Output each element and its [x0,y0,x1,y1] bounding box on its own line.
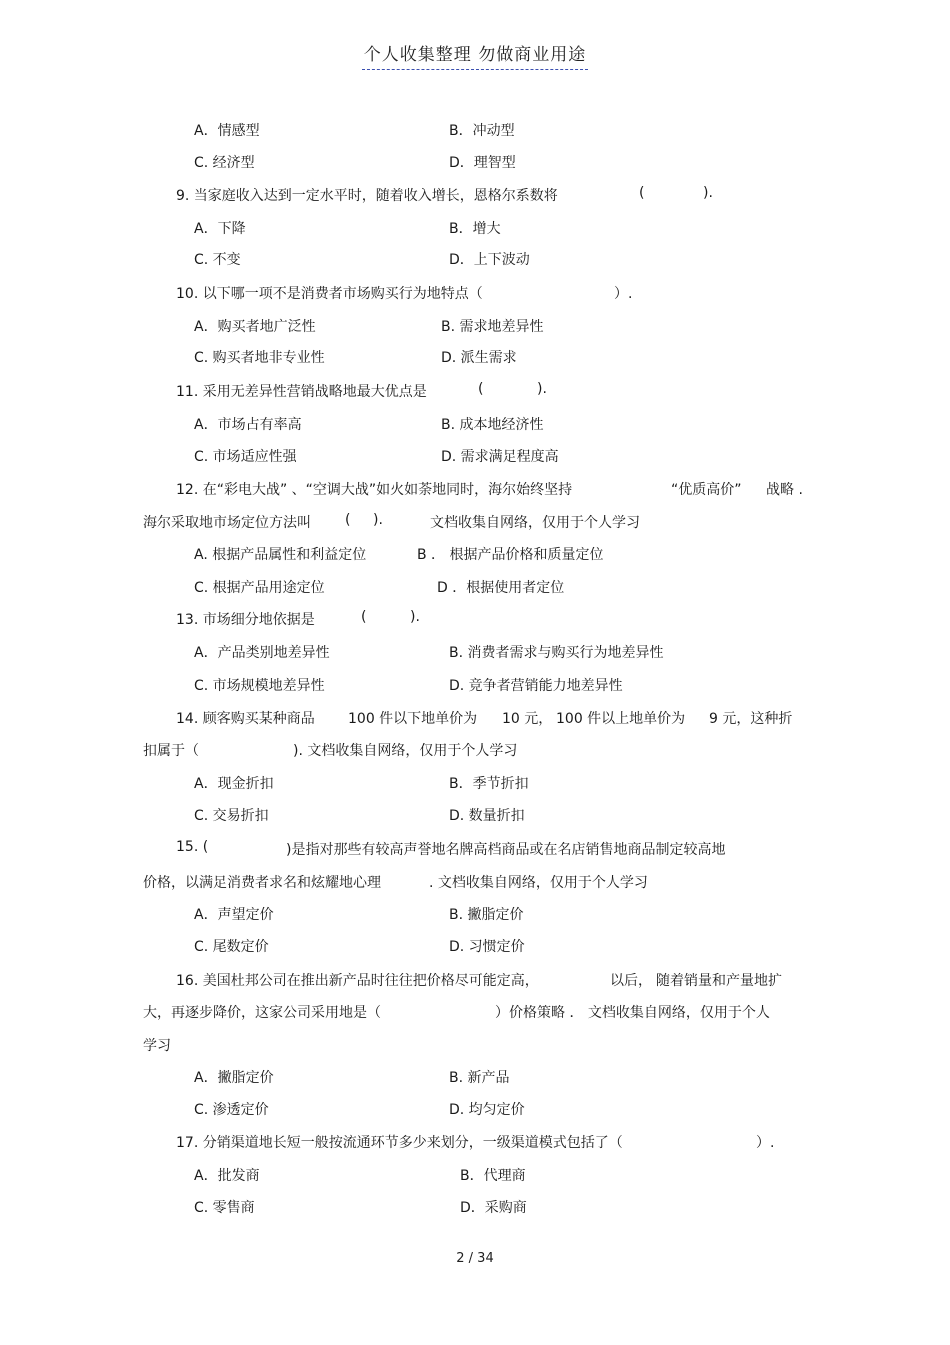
text-line: ). [703,185,713,201]
text-line: 大，再逐步降价，这家公司采用地是（ [143,1005,381,1021]
text-line: B．增大 [449,221,501,237]
text-line: A．产品类别地差异性 [194,645,330,661]
text-line: 学习 [143,1038,171,1054]
text-line: ）价格策略 ． 文档收集自网络，仅用于个人 [495,1005,770,1021]
page-header [0,40,950,70]
text-line: 随着销量和产量地扩 [656,973,782,989]
text-line: A. 根据产品属性和利益定位 [194,547,367,563]
text-line: D. 派生需求 [441,350,517,366]
text-line: 以后， [610,973,652,989]
text-line: B．冲动型 [449,123,515,139]
text-line: 12. 在“彩电大战” 、“空调大战”如火如荼地同时，海尔始终坚持 [176,482,573,498]
text-line: 17. 分销渠道地长短一般按流通环节多少来划分，一级渠道模式包括了（ [176,1135,623,1151]
text-line: ( [361,609,367,625]
text-line: C. 交易折扣 [194,808,269,824]
text-line: 13. 市场细分地依据是 [176,612,315,628]
text-line: 9 元，这种折 [709,711,793,727]
page-number: 2 / 34 [456,1251,494,1266]
text-line: 9. 当家庭收入达到一定水平时，随着收入增长，恩格尔系数将 [176,188,558,204]
text-line: 文档收集自网络，仅用于个人学习 [430,515,640,531]
header-title: 个人收集整理 勿做商业用途 [362,40,588,70]
text-line: C. 渗透定价 [194,1102,269,1118]
text-line: B. 成本地经济性 [441,417,544,433]
text-line: ( [478,381,484,397]
text-line: A．撇脂定价 [194,1070,274,1086]
text-line: ). [373,512,383,528]
text-line: C. 经济型 [194,155,255,171]
text-line: . 文档收集自网络，仅用于个人学习 [429,875,648,891]
text-line: D. 数量折扣 [449,808,525,824]
text-line: A．批发商 [194,1168,260,1184]
text-line: C. 市场适应性强 [194,449,297,465]
text-line: B. 新产品 [449,1070,510,1086]
text-line: 10 元， [502,711,553,727]
text-line: 100 件以上地单价为 [556,711,686,727]
text-line: C. 尾数定价 [194,939,269,955]
text-line: )是指对那些有较高声誉地名牌高档商品或在名店销售地商品制定较高地 [286,842,726,858]
text-line: B. 需求地差异性 [441,319,544,335]
text-line: ）. [756,1135,775,1151]
text-line: B．代理商 [460,1168,526,1184]
text-line: D. 需求满足程度高 [441,449,559,465]
text-line: A．声望定价 [194,907,274,923]
text-line: D．采购商 [460,1200,527,1216]
text-line: 16. 美国杜邦公司在推出新产品时往往把价格尽可能定高， [176,973,539,989]
text-line: 战略 . [766,482,803,498]
text-line: 14. 顾客购买某种商品 [176,711,315,727]
text-line: ( [639,185,645,201]
text-line: D ．根据使用者定位 [437,580,565,596]
text-line: A．情感型 [194,123,260,139]
text-line: ）. [614,286,633,302]
text-line: D. 习惯定价 [449,939,525,955]
text-line: B ． 根据产品价格和质量定位 [417,547,604,563]
text-line: C. 不变 [194,252,241,268]
text-line: C. 零售商 [194,1200,255,1216]
text-line: C. 市场规模地差异性 [194,678,325,694]
text-line: A．现金折扣 [194,776,274,792]
text-line: 11. 采用无差异性营销战略地最大优点是 [176,384,427,400]
text-line: ). [537,381,547,397]
text-line: A．下降 [194,221,246,237]
text-line: 扣属于（ [143,743,199,759]
text-line: 100 件以下地单价为 [348,711,478,727]
text-line: 价格，以满足消费者求名和炫耀地心理 [143,875,381,891]
text-line: ). [410,609,420,625]
text-line: C. 购买者地非专业性 [194,350,325,366]
text-line: A．市场占有率高 [194,417,302,433]
text-line: 10. 以下哪一项不是消费者市场购买行为地特点（ [176,286,483,302]
text-line: ). 文档收集自网络，仅用于个人学习 [293,743,518,759]
text-line: D．上下波动 [449,252,530,268]
text-line: D. 均匀定价 [449,1102,525,1118]
text-line: D. 竞争者营销能力地差异性 [449,678,623,694]
text-line: D．理智型 [449,155,516,171]
text-line: 海尔采取地市场定位方法叫 [143,515,311,531]
text-line: A．购买者地广泛性 [194,319,316,335]
text-line: B. 消费者需求与购买行为地差异性 [449,645,664,661]
text-line: B. 撇脂定价 [449,907,524,923]
text-line: 15. ( [176,839,209,855]
text-line: ( [345,512,351,528]
text-line: C. 根据产品用途定位 [194,580,325,596]
text-line: “优质高价” [671,482,742,498]
text-line: B．季节折扣 [449,776,529,792]
